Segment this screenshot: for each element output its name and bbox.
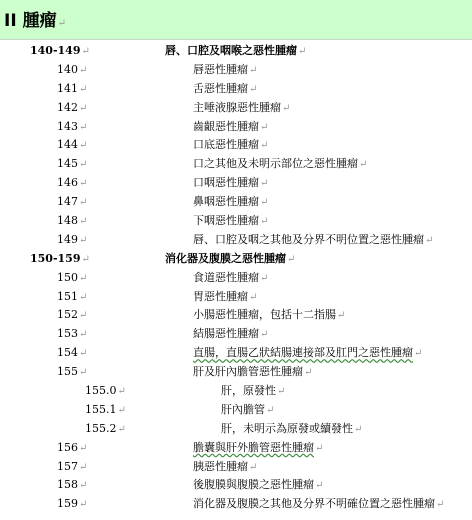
paragraph-mark-icon: ↵ — [359, 159, 368, 171]
paragraph-mark-icon: ↵ — [260, 272, 269, 284]
description-label — [193, 306, 345, 326]
category-range-row — [0, 42, 472, 61]
code-label — [57, 439, 87, 459]
description-text: 口底惡性腫瘤 — [193, 138, 259, 152]
paragraph-mark-icon: ↵ — [79, 178, 88, 190]
paragraph-mark-icon: ↵ — [79, 197, 88, 209]
paragraph-mark-icon: ↵ — [81, 46, 90, 57]
subcode-row — [0, 420, 472, 439]
code-label — [57, 306, 87, 326]
description-label — [193, 344, 422, 364]
subcode-row — [0, 401, 472, 420]
code-label — [57, 363, 87, 383]
paragraph-mark-icon: ↵ — [315, 442, 324, 454]
code-text: 145 — [57, 157, 78, 171]
description-label — [221, 420, 362, 440]
code-text: 152 — [57, 308, 78, 322]
paragraph-mark-icon: ↵ — [79, 140, 88, 152]
paragraph-mark-icon: ↵ — [79, 367, 88, 379]
paragraph-mark-icon: ↵ — [79, 64, 88, 76]
code-row — [0, 344, 472, 363]
description-text: 唇惡性腫瘤 — [193, 62, 248, 76]
description-label — [193, 193, 268, 213]
description-label — [193, 99, 290, 119]
paragraph-mark-icon: ↵ — [414, 348, 423, 360]
paragraph-mark-icon: ↵ — [117, 423, 126, 435]
category-range-row — [0, 250, 472, 269]
paragraph-mark-icon: ↵ — [260, 178, 269, 190]
code-list — [0, 42, 472, 514]
description-text: 小腸惡性腫瘤，包括十二指腸 — [193, 308, 336, 322]
code-text: 153 — [57, 327, 78, 341]
code-text: 140-149 — [30, 44, 81, 57]
code-label — [57, 118, 87, 138]
code-label — [57, 80, 87, 100]
description-text: 舌惡性腫瘤 — [193, 81, 248, 95]
paragraph-mark-icon: ↵ — [79, 102, 88, 114]
section-title: II 腫瘤 — [4, 11, 57, 31]
code-label — [57, 155, 87, 175]
code-label — [57, 174, 87, 194]
code-label — [57, 476, 87, 496]
code-text: 151 — [57, 289, 78, 303]
code-label — [57, 99, 87, 119]
description-label — [221, 382, 285, 402]
paragraph-mark-icon: ↵ — [277, 386, 286, 398]
description-text: 消化器及腹膜之其他及分界不明確位置之惡性腫瘤 — [193, 497, 435, 511]
paragraph-mark-icon: ↵ — [260, 216, 269, 228]
paragraph-mark-icon: ↵ — [79, 121, 88, 133]
paragraph-mark-icon: ↵ — [79, 329, 88, 341]
description-label — [193, 269, 268, 289]
paragraph-mark-icon: ↵ — [81, 253, 90, 265]
description-text: 唇、口腔及咽之其他及分界不明位置之惡性腫瘤 — [193, 232, 424, 246]
paragraph-mark-icon: ↵ — [425, 234, 434, 246]
description-text: 口之其他及未明示部位之惡性腫瘤 — [193, 157, 358, 171]
code-row — [0, 193, 472, 212]
description-label — [193, 325, 268, 345]
paragraph-mark-icon: ↵ — [79, 159, 88, 171]
description-text: 肝，原發性 — [221, 384, 276, 398]
paragraph-mark-icon: ↵ — [79, 499, 88, 511]
paragraph-mark-icon: ↵ — [298, 46, 307, 57]
code-label — [57, 458, 87, 478]
paragraph-mark-icon: ↵ — [266, 404, 275, 416]
description-text: 後腹膜與腹膜之惡性腫瘤 — [193, 478, 314, 492]
paragraph-mark-icon: ↵ — [79, 480, 88, 492]
description-text: 肝及肝內膽管惡性腫瘤 — [193, 365, 303, 379]
paragraph-mark-icon: ↵ — [79, 83, 88, 95]
code-text: 150-159 — [30, 251, 81, 265]
description-label — [193, 458, 257, 478]
description-text: 齒齦惡性腫瘤 — [193, 119, 259, 133]
code-row — [0, 99, 472, 118]
code-row — [0, 80, 472, 99]
code-row — [0, 231, 472, 250]
code-label — [57, 231, 87, 251]
paragraph-mark-icon: ↵ — [260, 121, 269, 133]
code-text: 158 — [57, 478, 78, 492]
description-text: 膽囊與肝外膽管惡性腫瘤 — [193, 440, 314, 454]
description-text: 直腸，直腸乙狀結腸連接部及肛門之惡性腫瘤 — [193, 346, 413, 360]
code-label — [30, 42, 90, 62]
paragraph-mark-icon: ↵ — [354, 423, 363, 435]
code-row — [0, 61, 472, 80]
paragraph-mark-icon: ↵ — [260, 140, 269, 152]
paragraph-mark-icon: ↵ — [79, 348, 88, 360]
paragraph-mark-icon: ↵ — [249, 291, 258, 303]
code-text: 154 — [57, 346, 78, 360]
code-label — [57, 288, 87, 308]
code-text: 142 — [57, 100, 78, 114]
code-row — [0, 439, 472, 458]
description-text: 食道惡性腫瘤 — [193, 270, 259, 284]
description-text: 胰惡性腫瘤 — [193, 459, 248, 473]
paragraph-mark-icon: ↵ — [79, 216, 88, 228]
code-text: 157 — [57, 459, 78, 473]
paragraph-mark-icon: ↵ — [436, 499, 445, 511]
description-text: 口咽惡性腫瘤 — [193, 176, 259, 190]
code-text: 155.0 — [85, 384, 117, 398]
description-label — [193, 363, 312, 383]
paragraph-mark-icon: ↵ — [249, 64, 258, 76]
code-row — [0, 325, 472, 344]
paragraph-mark-icon: ↵ — [287, 253, 296, 265]
code-row — [0, 458, 472, 477]
code-label — [57, 61, 87, 81]
description-label — [193, 495, 444, 515]
description-label — [165, 42, 306, 62]
code-label — [57, 136, 87, 156]
paragraph-mark-icon: ↵ — [260, 197, 269, 209]
code-row — [0, 476, 472, 495]
description-label — [193, 61, 257, 81]
code-row — [0, 269, 472, 288]
description-label — [193, 155, 367, 175]
code-text: 149 — [57, 232, 78, 246]
description-label — [193, 476, 323, 496]
description-text: 唇、口腔及咽喉之惡性腫瘤 — [165, 44, 297, 57]
code-text: 159 — [57, 497, 78, 511]
code-text: 156 — [57, 440, 78, 454]
code-text: 148 — [57, 214, 78, 228]
code-row — [0, 306, 472, 325]
description-text: 肝，未明示為原發或續發性 — [221, 421, 353, 435]
code-row — [0, 155, 472, 174]
code-label — [30, 250, 90, 270]
code-row — [0, 118, 472, 137]
paragraph-mark-icon: ↵ — [117, 386, 126, 398]
description-text: 主唾液腺惡性腫瘤 — [193, 100, 281, 114]
code-row — [0, 136, 472, 155]
code-text: 144 — [57, 138, 78, 152]
paragraph-mark-icon: ↵ — [79, 310, 88, 322]
code-label — [57, 495, 87, 515]
description-label — [193, 136, 268, 156]
paragraph-mark-icon: ↵ — [79, 291, 88, 303]
code-row — [0, 174, 472, 193]
code-label — [57, 193, 87, 213]
section-header — [0, 0, 472, 40]
subcode-row — [0, 382, 472, 401]
description-text: 鼻咽惡性腫瘤 — [193, 195, 259, 209]
description-text: 結腸惡性腫瘤 — [193, 327, 259, 341]
code-text: 155.2 — [85, 421, 117, 435]
paragraph-mark-icon: ↵ — [249, 83, 258, 95]
code-text: 155 — [57, 365, 78, 379]
paragraph-mark-icon: ↵ — [57, 18, 66, 29]
description-label — [193, 174, 268, 194]
paragraph-mark-icon: ↵ — [79, 234, 88, 246]
description-label — [193, 212, 268, 232]
code-text: 143 — [57, 119, 78, 133]
description-text: 胃惡性腫瘤 — [193, 289, 248, 303]
code-label — [85, 420, 126, 440]
paragraph-mark-icon: ↵ — [315, 480, 324, 492]
code-label — [57, 212, 87, 232]
description-text: 消化器及腹膜之惡性腫瘤 — [165, 251, 286, 265]
description-label — [193, 80, 257, 100]
code-label — [57, 344, 87, 364]
code-label — [57, 269, 87, 289]
code-row — [0, 288, 472, 307]
description-label — [165, 250, 295, 270]
description-label — [193, 118, 268, 138]
code-text: 150 — [57, 270, 78, 284]
code-text: 141 — [57, 81, 78, 95]
description-label — [221, 401, 274, 421]
description-text: 肝內膽管 — [221, 402, 265, 416]
paragraph-mark-icon: ↵ — [260, 329, 269, 341]
description-label — [193, 231, 433, 251]
code-label — [57, 325, 87, 345]
description-label — [193, 439, 323, 459]
code-text: 146 — [57, 176, 78, 190]
paragraph-mark-icon: ↵ — [79, 461, 88, 473]
paragraph-mark-icon: ↵ — [117, 404, 126, 416]
paragraph-mark-icon: ↵ — [79, 272, 88, 284]
paragraph-mark-icon: ↵ — [337, 310, 346, 322]
code-text: 155.1 — [85, 402, 117, 416]
description-text: 下咽惡性腫瘤 — [193, 214, 259, 228]
code-label — [85, 401, 126, 421]
code-row — [0, 363, 472, 382]
code-text: 140 — [57, 62, 78, 76]
code-label — [85, 382, 126, 402]
paragraph-mark-icon: ↵ — [282, 102, 291, 114]
code-text: 147 — [57, 195, 78, 209]
code-row — [0, 212, 472, 231]
paragraph-mark-icon: ↵ — [304, 367, 313, 379]
paragraph-mark-icon: ↵ — [79, 442, 88, 454]
code-row — [0, 495, 472, 514]
paragraph-mark-icon: ↵ — [249, 461, 258, 473]
description-label — [193, 288, 257, 308]
